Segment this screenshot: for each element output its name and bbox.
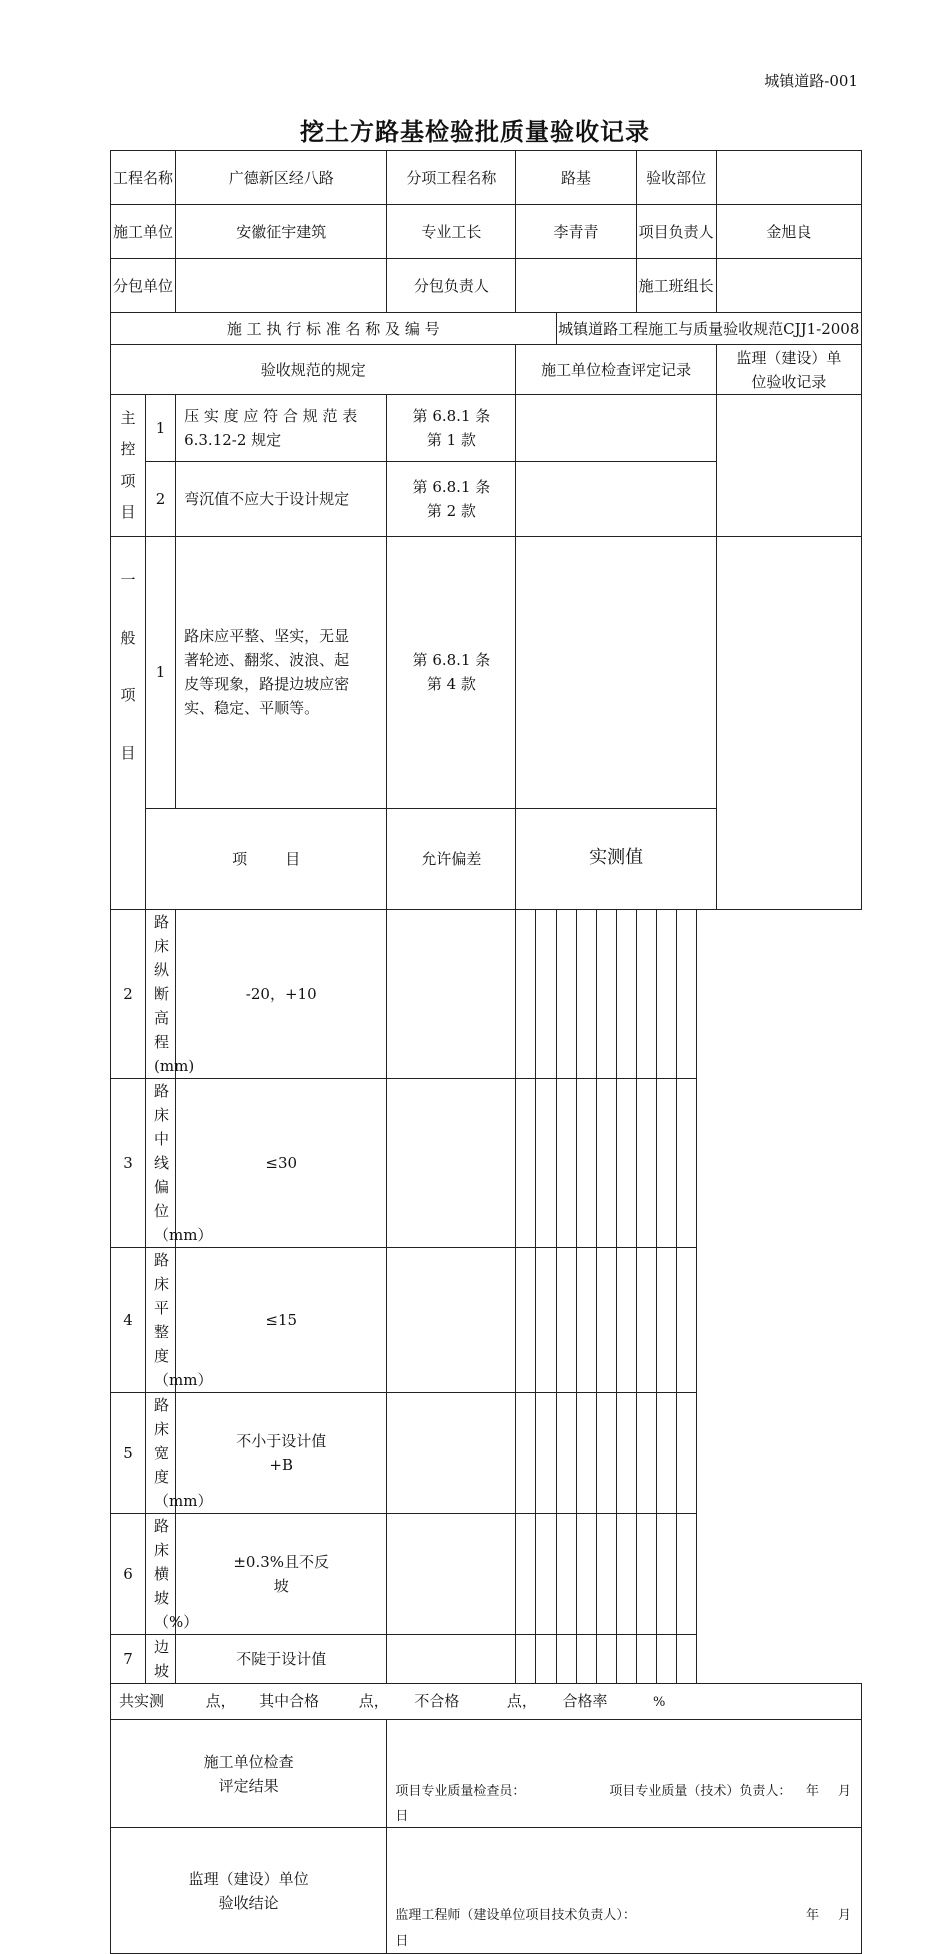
contractor-result-label-line: 评定结果	[218, 1776, 279, 1795]
measurement-row	[111, 1248, 862, 1393]
measured-value-cell[interactable]	[676, 1393, 696, 1514]
measurement-row	[111, 1635, 862, 1684]
sub-lead-label: 分包负责人	[387, 259, 516, 313]
subitem-label: 分项工程名称	[387, 151, 516, 205]
main-control-char: 主	[120, 408, 136, 427]
clause-line: 第 6.8.1 条	[412, 478, 491, 496]
item-clause	[387, 395, 516, 462]
measured-value-cell[interactable]	[536, 1248, 556, 1393]
general-char: 一	[120, 571, 136, 589]
measured-value-cell[interactable]	[596, 910, 616, 1079]
item-number: 4	[111, 1248, 146, 1393]
supervisor-header-line1: 监理（建设）单	[736, 348, 842, 367]
measured-value-cell[interactable]	[676, 1079, 696, 1248]
item-number: 6	[111, 1514, 146, 1635]
measured-value-cell[interactable]	[636, 1248, 656, 1393]
measured-value-cell[interactable]	[387, 1635, 516, 1684]
clause-line: 第 6.8.1 条	[412, 651, 491, 670]
measured-value-cell[interactable]	[556, 1393, 576, 1514]
supervisor-result-cell[interactable]	[387, 1828, 862, 1954]
general-char: 般	[120, 628, 136, 647]
measurement-row	[111, 1514, 862, 1635]
day-label: 日	[395, 1809, 409, 1824]
main-control-char: 控	[120, 440, 136, 458]
contractor-value: 安徽征宇建筑	[176, 205, 387, 259]
item-number: 1	[146, 395, 176, 462]
measured-value-cell[interactable]	[576, 1393, 596, 1514]
item-description	[176, 395, 387, 462]
standard-label: 施 工 执 行 标 准 名 称 及 编 号	[111, 313, 557, 345]
contractor-result-label-line: 施工单位检查	[203, 1752, 294, 1771]
supervisor-signature-line	[395, 1906, 851, 1926]
measured-value-cell[interactable]	[576, 910, 596, 1079]
spec-header: 验收规范的规定	[111, 345, 516, 395]
measured-value-cell[interactable]	[536, 1079, 556, 1248]
pm-value: 金旭良	[716, 205, 861, 259]
measurement-row	[111, 910, 862, 1079]
measurement-row	[111, 1393, 862, 1514]
clause-line: 第 4 款	[426, 675, 476, 694]
item-text-line: 著轮迹、翻浆、波浪、起	[184, 651, 350, 670]
measured-value-cell[interactable]	[576, 1248, 596, 1393]
measured-value-cell[interactable]	[656, 1079, 676, 1248]
foreman-label: 专业工长	[387, 205, 516, 259]
item-number: 5	[111, 1393, 146, 1514]
item-description: 路床中线偏位（mm）	[146, 1079, 176, 1248]
general-row-1	[111, 537, 862, 809]
main-control-char: 项	[120, 471, 136, 490]
measured-value-cell[interactable]	[556, 1248, 576, 1393]
measured-value-cell[interactable]	[387, 910, 516, 1079]
tolerance-line: +B	[269, 1456, 293, 1474]
team-lead-value[interactable]	[716, 259, 861, 313]
measured-value-cell[interactable]	[656, 1393, 676, 1514]
summary-row	[111, 1684, 862, 1720]
clause-line: 第 1 款	[426, 431, 476, 449]
measurement-rows	[111, 910, 862, 1684]
item-text-line: 皮等现象，路提边坡应密	[184, 675, 350, 694]
tolerance-header: 允许偏差	[387, 808, 516, 910]
main-control-row-1	[111, 395, 862, 462]
month-label: 月	[837, 1784, 851, 1799]
day-label: 日	[395, 1934, 409, 1949]
measured-value-cell[interactable]	[576, 1079, 596, 1248]
contractor-record-cell[interactable]	[516, 462, 716, 537]
acceptance-part-label: 验收部位	[636, 151, 716, 205]
supervisor-header-line2: 位验收记录	[751, 372, 827, 391]
measured-value-cell[interactable]	[596, 1635, 616, 1684]
measured-value-cell[interactable]	[516, 1248, 536, 1393]
contractor-signature-line	[395, 1782, 851, 1802]
summary-points-label: 点，	[506, 1692, 537, 1711]
measured-value-cell[interactable]	[656, 1635, 676, 1684]
acceptance-part-value[interactable]	[716, 151, 861, 205]
column-header-row	[111, 345, 862, 395]
standard-value: 城镇道路工程施工与质量验收规范CJJ1-2008	[556, 313, 862, 345]
item-description: 弯沉值不应大于设计规定	[176, 462, 387, 537]
measured-value-cell[interactable]	[636, 910, 656, 1079]
measured-value-cell[interactable]	[676, 1635, 696, 1684]
item-text-line: 压 实 度 应 符 合 规 范 表	[184, 407, 358, 425]
contractor-record-cell[interactable]	[516, 395, 716, 462]
summary-rate-label: 合格率	[562, 1692, 608, 1711]
summary-pass-label: 其中合格	[259, 1692, 320, 1711]
measured-value-cell[interactable]	[616, 910, 636, 1079]
tolerance-line: ≤15	[265, 1311, 298, 1329]
tolerance-line: -20，+10	[245, 985, 317, 1003]
item-description: 边坡	[146, 1635, 176, 1684]
header-row-project	[111, 151, 862, 205]
item-text-line: 6.3.12-2 规定	[184, 431, 282, 449]
general-char: 项	[120, 686, 136, 704]
measured-value-cell[interactable]	[387, 1248, 516, 1393]
item-clause	[387, 462, 516, 537]
measured-value-cell[interactable]	[676, 910, 696, 1079]
measured-value-cell[interactable]	[616, 1635, 636, 1684]
clause-line: 第 6.8.1 条	[412, 407, 491, 425]
measured-value-cell[interactable]	[556, 1079, 576, 1248]
inspection-record-table	[110, 150, 862, 1954]
measured-value-cell[interactable]	[387, 1393, 516, 1514]
summary-total-label: 共实测	[119, 1692, 165, 1711]
tolerance-cell	[176, 910, 387, 1079]
measured-value-cell[interactable]	[636, 1393, 656, 1514]
measured-value-cell[interactable]	[556, 1514, 576, 1635]
measured-value-cell[interactable]	[387, 1514, 516, 1635]
project-name-value: 广德新区经八路	[176, 151, 387, 205]
engineer-label: 监理工程师（建设单位项目技术负责人）：	[395, 1908, 636, 1923]
measured-value-cell[interactable]	[656, 1514, 676, 1635]
clause-line: 第 2 款	[426, 502, 476, 520]
inspector-label: 项目专业质量检查员：	[395, 1784, 526, 1799]
tolerance-cell	[176, 1393, 387, 1514]
summary-fail-label: 不合格	[414, 1692, 460, 1711]
item-number: 2	[146, 462, 176, 537]
measured-value-cell[interactable]	[516, 1079, 536, 1248]
measured-value-cell[interactable]	[536, 1514, 556, 1635]
item-number: 2	[111, 910, 146, 1079]
supervisor-result-label-line: 验收结论	[218, 1893, 279, 1912]
item-description: 路床平整度（mm）	[146, 1248, 176, 1393]
summary-points-label: 点，	[358, 1692, 389, 1711]
contractor-record-cell[interactable]	[516, 537, 716, 809]
tolerance-cell	[176, 1514, 387, 1635]
measured-value-cell[interactable]	[516, 1635, 536, 1684]
item-header: 项 目	[146, 808, 387, 910]
tech-lead-label: 项目专业质量（技术）负责人：	[609, 1784, 792, 1799]
measured-value-cell[interactable]	[516, 1514, 536, 1635]
tolerance-cell	[176, 1248, 387, 1393]
contractor-result-label	[111, 1720, 387, 1828]
contractor-label: 施工单位	[111, 205, 176, 259]
measured-value-cell[interactable]	[636, 1079, 656, 1248]
main-control-char: 目	[120, 503, 136, 521]
measured-value-cell[interactable]	[596, 1514, 616, 1635]
measured-value-cell[interactable]	[596, 1393, 616, 1514]
tolerance-cell	[176, 1635, 387, 1684]
month-label: 月	[837, 1908, 851, 1923]
measured-value-cell[interactable]	[656, 1248, 676, 1393]
measured-value-cell[interactable]	[516, 1393, 536, 1514]
item-description	[176, 537, 387, 809]
measured-value-cell[interactable]	[536, 910, 556, 1079]
foreman-value: 李青青	[516, 205, 636, 259]
sub-lead-value[interactable]	[516, 259, 636, 313]
item-number: 7	[111, 1635, 146, 1684]
measured-value-cell[interactable]	[596, 1079, 616, 1248]
measured-value-cell[interactable]	[516, 910, 536, 1079]
item-description: 路床宽度（mm）	[146, 1393, 176, 1514]
page-title: 挖土方路基检验批质量验收记录	[300, 117, 650, 146]
supervisor-result-row	[111, 1828, 862, 1954]
header-row-subcontractor	[111, 259, 862, 313]
measured-value-cell[interactable]	[656, 910, 676, 1079]
tolerance-cell	[176, 1079, 387, 1248]
measured-value-cell[interactable]	[556, 1635, 576, 1684]
year-label: 年	[805, 1908, 819, 1923]
measured-value-cell[interactable]	[596, 1248, 616, 1393]
supervisor-result-label	[111, 1828, 387, 1954]
contractor-result-cell[interactable]	[387, 1720, 862, 1828]
measured-value-cell[interactable]	[536, 1635, 556, 1684]
subcontractor-value[interactable]	[176, 259, 387, 313]
item-text-line: 实、稳定、平顺等。	[184, 699, 320, 718]
general-label	[111, 537, 146, 910]
project-name-label: 工程名称	[111, 151, 176, 205]
measured-value-cell[interactable]	[536, 1393, 556, 1514]
item-text-line: 路床应平整、坚实，无显	[184, 627, 350, 646]
summary-cell	[111, 1684, 862, 1720]
item-number: 1	[146, 537, 176, 809]
tolerance-line: ≤30	[265, 1154, 298, 1172]
measured-value-cell[interactable]	[676, 1514, 696, 1635]
item-clause	[387, 537, 516, 809]
contractor-record-header: 施工单位检查评定记录	[516, 345, 716, 395]
measured-value-cell[interactable]	[636, 1514, 656, 1635]
supervisor-record-cell[interactable]	[716, 395, 861, 537]
measured-value-cell[interactable]	[616, 1248, 636, 1393]
supervisor-record-cell[interactable]	[716, 537, 861, 910]
summary-percent: %	[653, 1695, 666, 1711]
measured-value-cell[interactable]	[636, 1635, 656, 1684]
document-code: 城镇道路-001	[764, 72, 858, 90]
supervisor-record-header	[716, 345, 861, 395]
general-char: 目	[120, 743, 136, 762]
supervisor-result-label-line: 监理（建设）单位	[188, 1869, 309, 1888]
measured-value-cell[interactable]	[616, 1079, 636, 1248]
subitem-value: 路基	[516, 151, 636, 205]
measured-value-cell[interactable]	[616, 1514, 636, 1635]
measured-value-cell[interactable]	[556, 910, 576, 1079]
item-description: 路床横坡（%）	[146, 1514, 176, 1635]
summary-points-label: 点，	[205, 1692, 236, 1711]
measured-value-cell[interactable]	[616, 1393, 636, 1514]
main-control-label	[111, 395, 146, 537]
measured-value-cell[interactable]	[576, 1635, 596, 1684]
year-label: 年	[805, 1784, 819, 1799]
item-description: 路床纵断高程(mm)	[146, 910, 176, 1079]
measured-header: 实测值	[516, 808, 716, 910]
subcontractor-label: 分包单位	[111, 259, 176, 313]
standard-row	[111, 313, 862, 345]
tolerance-line: 不陡于设计值	[236, 1650, 327, 1668]
pm-label: 项目负责人	[636, 205, 716, 259]
measured-value-cell[interactable]	[676, 1248, 696, 1393]
tolerance-line: ±0.3%且不反	[233, 1553, 330, 1571]
measured-value-cell[interactable]	[576, 1514, 596, 1635]
tolerance-line: 不小于设计值	[236, 1432, 327, 1450]
tolerance-line: 坡	[273, 1577, 289, 1595]
measurement-row	[111, 1079, 862, 1248]
measured-value-cell[interactable]	[387, 1079, 516, 1248]
header-row-contractor	[111, 205, 862, 259]
contractor-result-row	[111, 1720, 862, 1828]
team-lead-label: 施工班组长	[636, 259, 716, 313]
item-number: 3	[111, 1079, 146, 1248]
